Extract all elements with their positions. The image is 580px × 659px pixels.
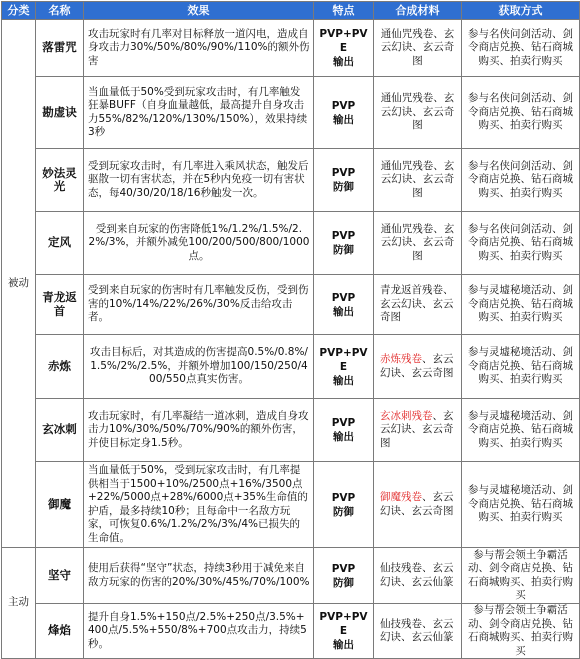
trait-role: 防御 [333, 505, 354, 518]
table-row [2, 77, 580, 149]
table-row [2, 149, 580, 212]
header-category: 分类 [2, 2, 36, 20]
skill-effect: 攻击玩家时，有几率凝结一道冰刺，造成自身攻击力10%/30%/50%/70%/90%的额外伤害，并使目标定身1.5秒。 [84, 399, 314, 462]
trait-mode: PVP [331, 291, 356, 304]
material-highlight: 玄冰刺残卷 [380, 409, 433, 422]
skill-effect: 提升自身1.5%+150点/2.5%+250点/3.5%+400点/5.5%+550/8%+700点攻击力，持续5秒。 [84, 604, 314, 659]
skill-name: 玄冰刺 [36, 399, 84, 462]
table-row [2, 462, 580, 548]
material-rest: 、玄云幻诀、玄云奇图 [380, 353, 454, 379]
trait-mode: PVP+PVE [319, 346, 368, 373]
trait-mode: PVP [331, 562, 356, 575]
skill-effect: 受到玩家攻击时，有几率进入乘风状态，触发后驱散一切有害状态，并在5秒内免疫一切有害状态，每40/30/20/18/16秒触发一次。 [84, 149, 314, 212]
skill-effect: 使用后获得“坚守”状态，持续3秒用于减免来自敌方玩家的伤害的20%/30%/45%/70%/100% [84, 548, 314, 604]
skill-material: 仙技残卷、玄云幻诀、玄云仙篆 [374, 604, 462, 659]
trait-mode: PVP [331, 491, 356, 504]
table-row [2, 604, 580, 659]
skill-name: 定风 [36, 212, 84, 275]
skill-material: 通仙咒残卷、玄云幻诀、玄云奇图 [374, 77, 462, 149]
trait-role: 防御 [333, 244, 354, 256]
trait-role: 防御 [333, 576, 354, 589]
table-header-row [2, 2, 580, 20]
skill-table [1, 1, 580, 659]
skill-source: 参与名侠问剑活动、剑令商店兑换、钻石商城购买、拍卖行购买 [462, 212, 580, 275]
skill-material: 通仙咒残卷、玄云幻诀、玄云奇图 [374, 149, 462, 212]
skill-effect: 当血量低于50%受到玩家攻击时，有几率触发狂暴BUFF（自身血量越低，最高提升自身攻击力55%/82%/120%/130%/150%），效果持续3秒 [84, 77, 314, 149]
skill-trait [314, 275, 374, 335]
trait-role: 输出 [333, 639, 354, 651]
trait-role: 输出 [333, 374, 354, 387]
skill-name: 坚守 [36, 548, 84, 604]
skill-trait [314, 212, 374, 275]
skill-source: 参与名侠问剑活动、剑令商店兑换、钻石商城购买、拍卖行购买 [462, 77, 580, 149]
skill-material: 通仙咒残卷、玄云幻诀、玄云奇图 [374, 212, 462, 275]
skill-source: 参与名侠问剑活动、剑令商店兑换、钻石商城购买、拍卖行购买 [462, 20, 580, 77]
header-source: 获取方式 [462, 2, 580, 20]
table-row [2, 20, 580, 77]
skill-material [374, 335, 462, 399]
skill-source: 参与帮会领土争霸活动、剑令商店兑换、钻石商城购买、拍卖行购买 [462, 548, 580, 604]
skill-effect: 受到来自玩家的伤害降低1%/1.2%/1.5%/2.2%/3%，并额外减免100/200/500/800/1000点。 [84, 212, 314, 275]
trait-role: 输出 [333, 113, 354, 126]
skill-source: 参与灵墟秘境活动、剑令商店兑换、钻石商城购买、拍卖行购买 [462, 275, 580, 335]
category-passive: 被动 [2, 20, 36, 548]
table-row [2, 548, 580, 604]
skill-material: 通仙咒残卷、玄云幻诀、玄云奇图 [374, 20, 462, 77]
skill-material [374, 399, 462, 462]
skill-trait [314, 149, 374, 212]
skill-source: 参与名侠问剑活动、剑令商店兑换、钻石商城购买、拍卖行购买 [462, 149, 580, 212]
skill-trait [314, 335, 374, 399]
skill-material [374, 462, 462, 548]
trait-role: 防御 [333, 181, 354, 193]
skill-trait [314, 77, 374, 149]
skill-effect: 当血量低于50%，受到玩家攻击时，有几率提供相当于1500+10%/2500点+16%/3500点+22%/5000点+28%/6000点+35%生命值的护盾，最多持续10秒；且每命中一名敌方玩家，可恢复0.6%/1.2%/2%/3%/4%已损失的生命值。 [84, 462, 314, 548]
material-highlight: 御魔残卷 [380, 491, 422, 503]
skill-effect: 攻击玩家时有几率对目标释放一道闪电，造成自身攻击力30%/50%/80%/90%/110%的额外伤害 [84, 20, 314, 77]
trait-role: 输出 [333, 56, 354, 68]
table-row [2, 212, 580, 275]
header-trait: 特点 [314, 2, 374, 20]
skill-name: 青龙返首 [36, 275, 84, 335]
skill-material: 青龙返首残卷、玄云幻诀、玄云奇图 [374, 275, 462, 335]
trait-mode: PVP+PVE [319, 28, 368, 54]
skill-source: 参与灵墟秘境活动、剑令商店兑换、钻石商城购买、拍卖行购买 [462, 335, 580, 399]
skill-name: 落雷咒 [36, 20, 84, 77]
header-material: 合成材料 [374, 2, 462, 20]
skill-trait [314, 20, 374, 77]
header-effect: 效果 [84, 2, 314, 20]
skill-trait [314, 399, 374, 462]
trait-mode: PVP [331, 417, 356, 429]
skill-source: 参与灵墟秘境活动、剑令商店兑换、钻石商城购买、拍卖行购买 [462, 399, 580, 462]
table-row [2, 399, 580, 462]
material-rest: 、玄云幻诀、玄云奇图 [380, 491, 454, 517]
table-row [2, 275, 580, 335]
trait-mode: PVP [331, 167, 356, 179]
skill-effect: 受到来自玩家的伤害时有几率触发反伤，受到伤害的10%/14%/22%/26%/30%反击给攻击者。 [84, 275, 314, 335]
skill-trait [314, 604, 374, 659]
category-active: 主动 [2, 548, 36, 659]
skill-name: 赤炼 [36, 335, 84, 399]
trait-mode: PVP+PVE [319, 611, 368, 637]
header-name: 名称 [36, 2, 84, 20]
skill-material: 仙技残卷、玄云幻诀、玄云仙篆 [374, 548, 462, 604]
skill-trait [314, 548, 374, 604]
skill-trait [314, 462, 374, 548]
skill-source: 参与帮会领土争霸活动、剑令商店兑换、钻石商城购买、拍卖行购买 [462, 604, 580, 659]
table-row [2, 335, 580, 399]
trait-mode: PVP [331, 99, 356, 112]
material-highlight: 赤炼残卷 [380, 353, 422, 365]
skill-name: 御魔 [36, 462, 84, 548]
trait-role: 输出 [333, 305, 354, 318]
trait-role: 输出 [333, 431, 354, 443]
skill-name: 妙法灵光 [36, 149, 84, 212]
skill-name: 勘虚诀 [36, 77, 84, 149]
skill-source: 参与灵墟秘境活动、剑令商店兑换、钻石商城购买、拍卖行购买 [462, 462, 580, 548]
trait-mode: PVP [331, 230, 356, 242]
skill-effect: 攻击目标后，对其造成的伤害提高0.5%/0.8%/1.5%/2%/2.5%，并额外增加100/150/250/400/550点真实伤害。 [84, 335, 314, 399]
material-rest: 、玄云幻诀、玄云奇图 [380, 409, 454, 449]
skill-name: 烽焰 [36, 604, 84, 659]
